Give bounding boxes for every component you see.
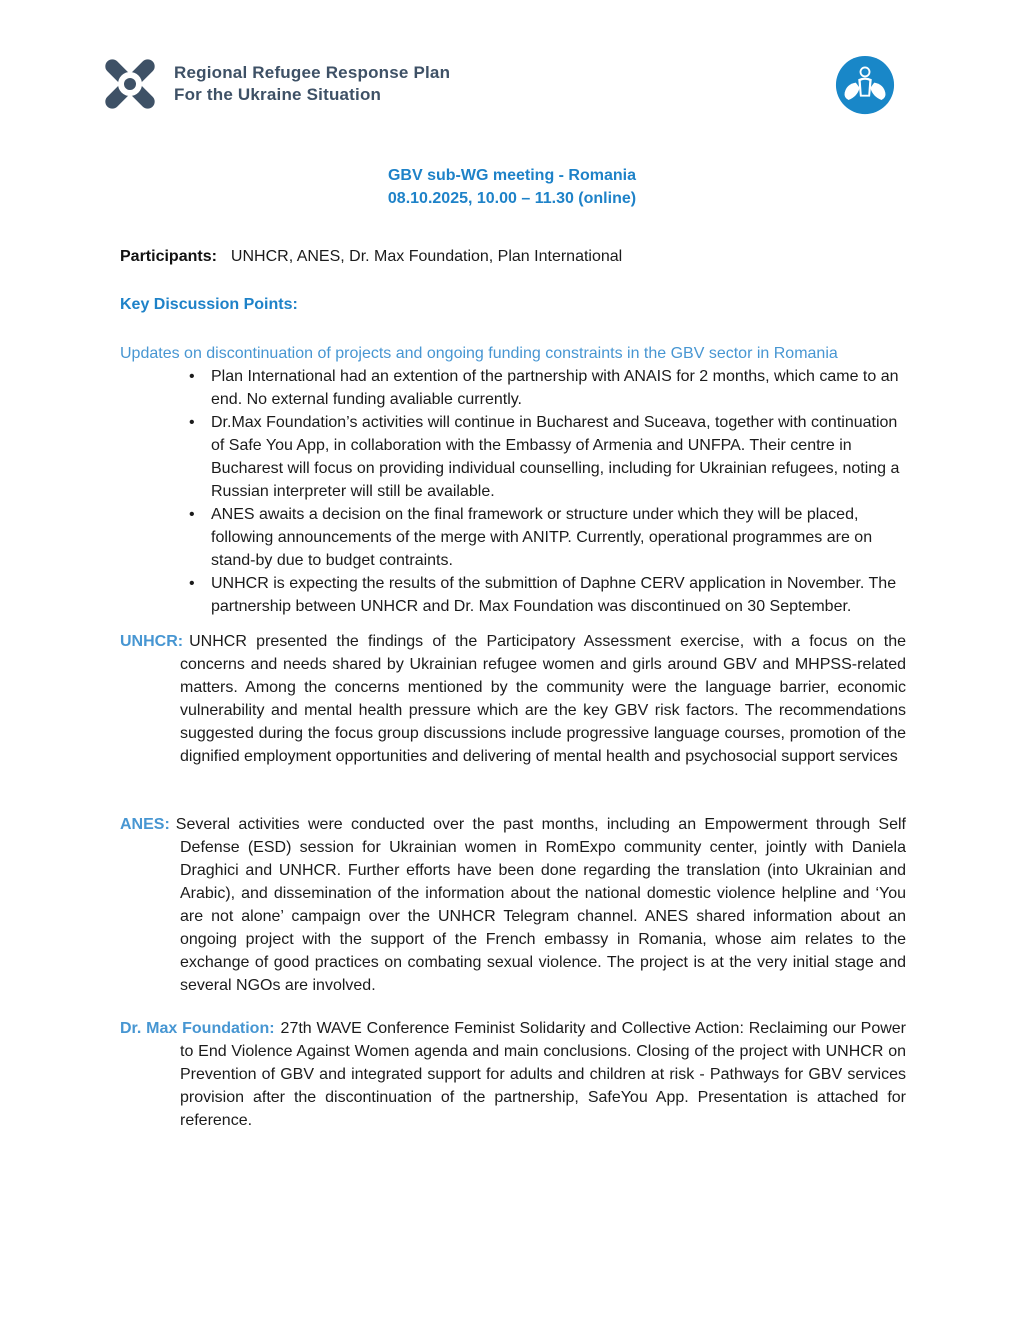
paragraph-unhcr — [120, 630, 906, 768]
bullet-item-unhcr: • UNHCR is expecting the results of the submittion of Daphne CERV application in November. The partnership between UNHCR and Dr. Max Foundation was discontinued on 30 September. — [183, 572, 906, 618]
paragraph-drmax-label: Dr. Max Foundation: — [120, 1020, 275, 1037]
participants-value: UNHCR, ANES, Dr. Max Foundation, Plan International — [230, 248, 623, 265]
paragraph-anes — [120, 813, 906, 997]
paragraph-anes-label: ANES: — [120, 816, 170, 833]
key-discussion-points-heading: Key Discussion Points: — [120, 296, 298, 313]
document-title-block — [0, 164, 1024, 210]
updates-bullet-list — [183, 365, 906, 618]
paragraph-drmax-text: 27th WAVE Conference Feminist Solidarity and Collective Action: Reclaiming our Power to End Violence Against Women agenda and main conclusions. Closing of the project with UNHCR on Prevention of GBV and integrated support for adults and children at risk - Pathways for GBV services provision after the discontinuation of the partnership, SafeYou App. Presentation is attached for reference. — [180, 1020, 906, 1129]
paragraph-unhcr-label: UNHCR: — [120, 633, 184, 650]
bullet-item-drmax: • Dr.Max Foundation’s activities will continue in Bucharest and Suceava, together with continuation of Safe You App, in collaboration with the Embassy of Armenia and UNFPA. Their centre in Bucharest will focus on providing individual counselling, including for Ukrainian refugees, noting a Russian interpreter will still be available. — [183, 411, 906, 503]
document-header — [0, 0, 1024, 116]
brand-text — [174, 62, 450, 106]
brand-title-line1: Regional Refugee Response Plan — [174, 63, 451, 82]
brand — [98, 52, 450, 116]
document-body — [120, 245, 906, 1132]
paragraph-anes-text: Several activities were conducted over the past months, including an Empowerment through Self Defense (ESD) session for Ukrainian women in RomExpo community center, jointly with Daniela Draghici and UNHCR. Further efforts have been done regarding the translation (into Ukrainian and Arabic), and dissemination of the information about the national domestic violence helpline and ‘You are not alone’ campaign over the UNHCR Telegram channel. ANES shared information about an ongoing project with the support of the French embassy in Romania, whose aim relates to the exchange of good practices on combating sexual violence. The project is at the very initial stage and several NGOs are involved. — [175, 816, 906, 994]
meeting-title: GBV sub-WG meeting - Romania — [387, 167, 636, 184]
bullet-item-plan-international: • Plan International had an extention of the partnership with ANAIS for 2 months, which came to an end. No external funding avaliable currently. — [183, 365, 906, 411]
bullet-item-anes: • ANES awaits a decision on the final framework or structure under which they will be placed, following announcements of the merge with ANITP. Currently, operational programmes are on stand-by due to budget contraints. — [183, 503, 906, 572]
rrrp-x-logo-icon — [98, 52, 162, 116]
brand-title-line2: For the Ukraine Situation — [174, 85, 382, 104]
participants-line — [120, 245, 906, 268]
updates-section-heading: Updates on discontinuation of projects and ongoing funding constraints in the GBV sector in Romania — [120, 345, 838, 362]
hands-protection-logo-icon — [834, 54, 896, 116]
paragraph-unhcr-text: UNHCR presented the findings of the Participatory Assessment exercise, with a focus on the concerns and needs shared by Ukrainian refugee women and girls around GBV and MHPSS-related matters. Among the concerns mentioned by the community were the language barrier, economic vulnerability and mental health pressure which are the key GBV risk factors. The recommendations suggested during the focus group discussions include progressive language courses, promotion of the dignified employment opportunities and delivering of mental health and psychosocial support services — [180, 633, 906, 765]
paragraph-drmax — [120, 1017, 906, 1132]
meeting-datetime: 08.10.2025, 10.00 – 11.30 (online) — [387, 190, 637, 207]
participants-label: Participants: — [120, 248, 217, 265]
